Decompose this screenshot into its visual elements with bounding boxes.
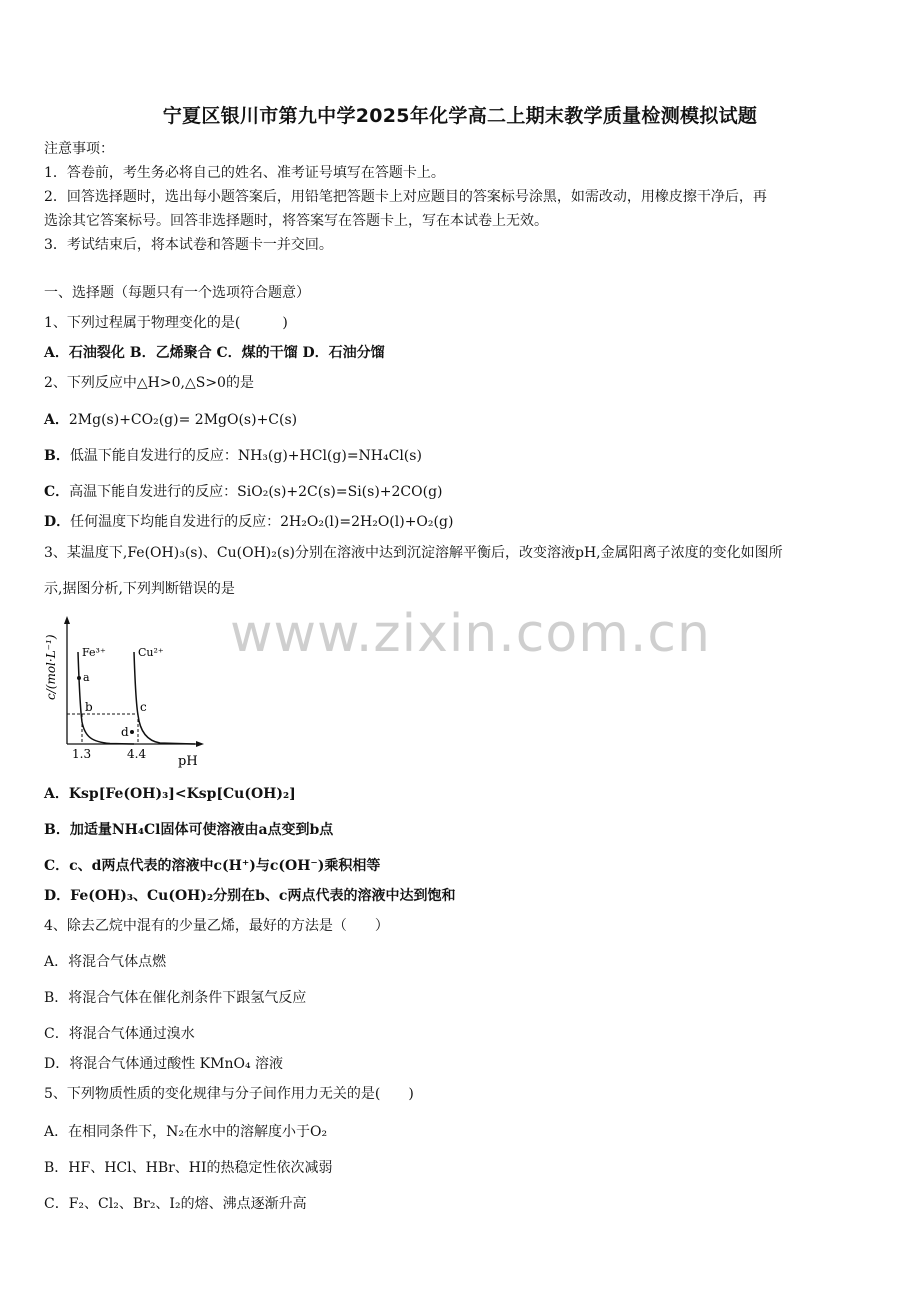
cu-curve bbox=[134, 652, 195, 744]
point-d bbox=[130, 730, 134, 734]
solubility-chart bbox=[40, 612, 212, 770]
q2-option-d: D．任何温度下均能自发进行的反应：2H₂O₂(l)=2H₂O(l)+O₂(g) bbox=[44, 514, 454, 530]
q3-stem-line1: 3、某温度下,Fe(OH)₃(s)、Cu(OH)₂(s)分别在溶液中达到沉淀溶解平衡后，改变溶液pH,金属阳离子浓度的变化如图所 bbox=[44, 545, 783, 561]
x-axis-label: pH bbox=[178, 754, 198, 769]
q5-option-c: C．F₂、Cl₂、Br₂、I₂的熔、沸点逐渐升高 bbox=[44, 1196, 307, 1212]
y-axis-label: c/(mol·L⁻¹) bbox=[44, 634, 58, 700]
q2-option-c: C．高温下能自发进行的反应：SiO₂(s)+2C(s)=Si(s)+2CO(g) bbox=[44, 484, 443, 500]
q3-option-b: B．加适量NH₄Cl固体可使溶液由a点变到b点 bbox=[44, 822, 334, 838]
notice-heading: 注意事项： bbox=[44, 141, 114, 157]
q3-option-a: A．Ksp[Fe(OH)₃]<Ksp[Cu(OH)₂] bbox=[44, 786, 296, 802]
series-label-cu: Cu²⁺ bbox=[138, 646, 164, 659]
notice-item-2-cont: 选涂其它答案标号。回答非选择题时，将答案写在答题卡上，写在本试卷上无效。 bbox=[44, 213, 548, 229]
point-c-label: c bbox=[140, 700, 147, 714]
q5-stem: 5、下列物质性质的变化规律与分子间作用力无关的是( ) bbox=[44, 1086, 414, 1102]
y-axis-arrow bbox=[64, 616, 70, 624]
notice-item-2: 2．回答选择题时，选出每小题答案后，用铅笔把答题卡上对应题目的答案标号涂黑，如需改动，用橡皮擦干净后，再 bbox=[44, 189, 767, 205]
point-a bbox=[77, 676, 81, 680]
notice-item-1: 1．答卷前，考生务必将自己的姓名、准考证号填写在答题卡上。 bbox=[44, 165, 445, 181]
q1-options: A．石油裂化 B．乙烯聚合 C．煤的干馏 D．石油分馏 bbox=[44, 345, 385, 361]
point-a-label: a bbox=[83, 671, 90, 684]
q4-option-d: D．将混合气体通过酸性 KMnO₄ 溶液 bbox=[44, 1056, 284, 1072]
q5-option-a: A．在相同条件下，N₂在水中的溶解度小于O₂ bbox=[44, 1124, 328, 1140]
q3-option-d: D．Fe(OH)₃、Cu(OH)₂分别在b、c两点代表的溶液中达到饱和 bbox=[44, 888, 456, 904]
x-tick-1: 1.3 bbox=[72, 747, 92, 761]
q4-option-b: B．将混合气体在催化剂条件下跟氢气反应 bbox=[44, 990, 307, 1006]
page-title: 宁夏区银川市第九中学2025年化学高二上期末教学质量检测模拟试题 bbox=[162, 105, 758, 127]
q1-stem: 1、下列过程属于物理变化的是( ) bbox=[44, 315, 288, 331]
x-tick-2: 4.4 bbox=[127, 747, 147, 761]
notice-item-3: 3．考试结束后，将本试卷和答题卡一并交回。 bbox=[44, 237, 333, 253]
q2-option-b: B．低温下能自发进行的反应：NH₃(g)+HCl(g)=NH₄Cl(s) bbox=[44, 448, 422, 464]
q3-option-c: C．c、d两点代表的溶液中c(H⁺)与c(OH⁻)乘积相等 bbox=[44, 858, 381, 874]
section-heading: 一、选择题（每题只有一个选项符合题意） bbox=[44, 285, 310, 301]
q4-option-c: C．将混合气体通过溴水 bbox=[44, 1026, 195, 1042]
point-d-label: d bbox=[121, 725, 129, 739]
q3-stem-line2: 示,据图分析,下列判断错误的是 bbox=[44, 581, 235, 597]
series-label-fe: Fe³⁺ bbox=[82, 646, 106, 659]
q5-option-b: B．HF、HCl、HBr、HI的热稳定性依次减弱 bbox=[44, 1160, 333, 1176]
q4-stem: 4、除去乙烷中混有的少量乙烯，最好的方法是（ ） bbox=[44, 918, 389, 934]
q2-stem: 2、下列反应中△H>0,△S>0的是 bbox=[44, 375, 254, 391]
x-axis-arrow bbox=[196, 741, 204, 747]
q2-option-a: A．2Mg(s)+CO₂(g)= 2MgO(s)+C(s) bbox=[44, 412, 298, 428]
point-b-label: b bbox=[85, 700, 93, 714]
q4-option-a: A．将混合气体点燃 bbox=[44, 954, 167, 970]
watermark: www.zixin.com.cn bbox=[230, 604, 711, 664]
